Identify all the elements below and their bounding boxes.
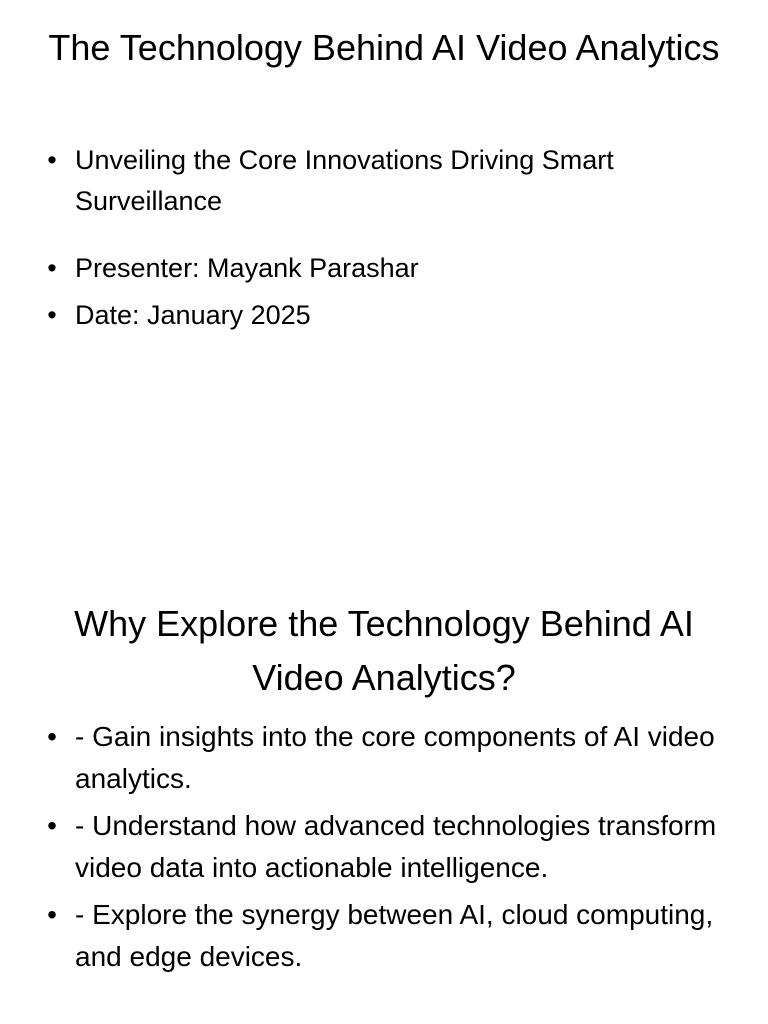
bullet-text: - Gain insights into the core components of AI video analytics. [75,721,715,794]
slide-title: Why Explore the Technology Behind AI Video Analytics? [74,603,694,698]
slide-title: The Technology Behind AI Video Analytics [48,27,720,68]
bullet-icon: • [47,300,57,330]
bullet-icon: • [47,253,57,283]
bullet-icon: • [47,721,57,752]
bullet-list [40,716,730,977]
bullet-item [40,140,730,222]
bullet-icon: • [47,810,57,841]
bullet-text: Unveiling the Core Innovations Driving Smart Surveillance [75,145,614,216]
bullet-text: Date: January 2025 [75,300,311,330]
bullet-icon: • [47,145,57,175]
bullet-item [40,716,730,799]
bullet-item [40,805,730,888]
bullet-item [40,295,730,336]
bullet-icon: • [47,899,57,930]
bullet-text: Presenter: Mayank Parashar [75,253,419,283]
bullet-text: - Explore the synergy between AI, cloud computing, and edge devices. [75,899,714,972]
bullet-item [40,248,730,289]
slide-2 [0,512,768,1024]
bullet-list [40,140,730,336]
bullet-item [40,894,730,977]
bullet-text: - Understand how advanced technologies transform video data into actionable intelligence. [75,810,717,883]
empty-bullet-spacer [40,222,730,235]
